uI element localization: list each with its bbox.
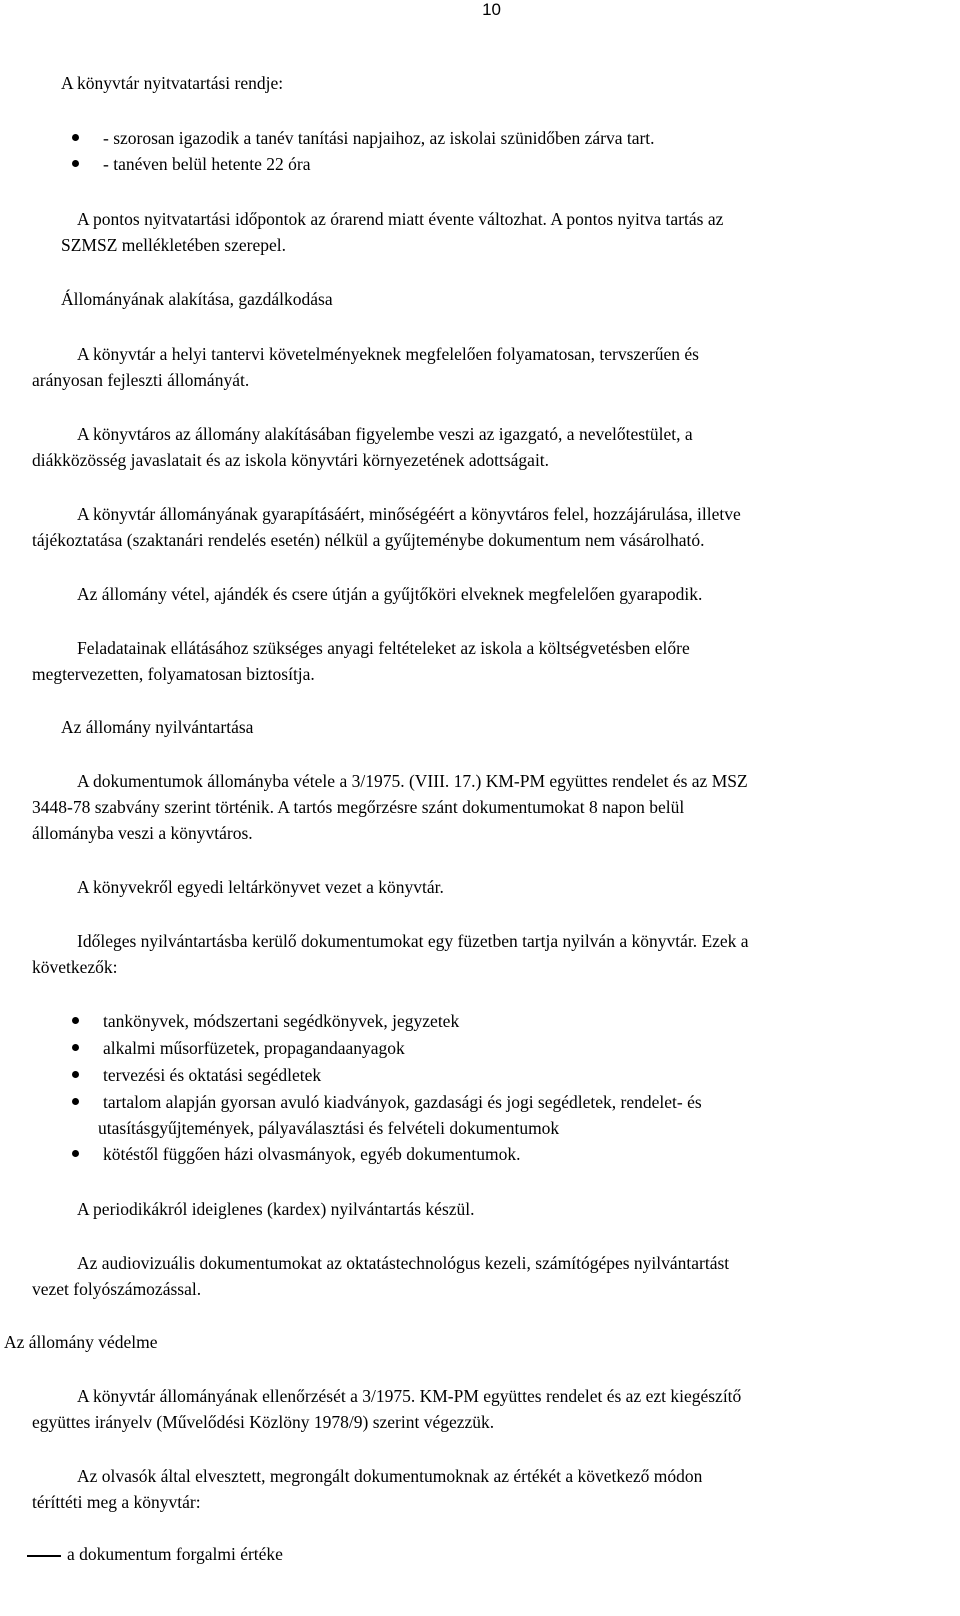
list-item: a dokumentum forgalmi értéke xyxy=(67,1544,283,1564)
paragraph-line: A könyvtár állományának ellenőrzését a 3/1975. KM-PM együttes rendelet és az ezt kiegészítő xyxy=(77,1386,742,1406)
heading-opening-hours: A könyvtár nyitvatartási rendje: xyxy=(61,73,284,93)
paragraph-line: arányosan fejleszti állományát. xyxy=(32,370,250,390)
bullet-icon xyxy=(72,160,79,167)
paragraph-line: A könyvtáros az állomány alakításában figyelembe veszi az igazgató, a nevelőtestület, a xyxy=(77,424,693,444)
list-item: tartalom alapján gyorsan avuló kiadványok, gazdasági és jogi segédletek, rendelet- és xyxy=(103,1092,702,1112)
bullet-icon xyxy=(72,1071,79,1078)
paragraph-line: következők: xyxy=(32,957,118,977)
paragraph-line: 3448-78 szabvány szerint történik. A tartós megőrzésre szánt dokumentumokat 8 napon belül xyxy=(32,797,685,817)
paragraph-line: SZMSZ mellékletében szerepel. xyxy=(61,235,286,255)
paragraph-line: Időleges nyilvántartásba kerülő dokumentumokat egy füzetben tartja nyilván a könyvtár. Ezek a xyxy=(77,931,749,951)
list-item: alkalmi műsorfüzetek, propagandaanyagok xyxy=(103,1038,405,1058)
list-item: - szorosan igazodik a tanév tanítási napjaihoz, az iskolai szünidőben zárva tart. xyxy=(103,128,655,148)
paragraph-line: diákközösség javaslatait és az iskola könyvtári környezetének adottságait. xyxy=(32,450,550,470)
paragraph-line: megtervezetten, folyamatosan biztosítja. xyxy=(32,664,315,684)
paragraph-line: A pontos nyitvatartási időpontok az órarend miatt évente változhat. A pontos nyitva tartás az xyxy=(77,209,724,229)
section-heading-acquisition: Állományának alakítása, gazdálkodása xyxy=(61,289,333,309)
list-item-continuation: utasításgyűjtemények, pályaválasztási és felvételi dokumentumok xyxy=(98,1118,560,1138)
list-item: tankönyvek, módszertani segédkönyvek, jegyzetek xyxy=(103,1011,460,1031)
paragraph-line: vezet folyószámozással. xyxy=(32,1279,202,1299)
paragraph-line: Az olvasók által elvesztett, megrongált dokumentumoknak az értékét a következő módon xyxy=(77,1466,703,1486)
paragraph-line: A könyvtár állományának gyarapításáért, minőségéért a könyvtáros felel, hozzájárulása, illetve xyxy=(77,504,741,524)
bullet-icon xyxy=(72,134,79,141)
dash-bullet-icon xyxy=(27,1555,61,1557)
paragraph-line: A periodikákról ideiglenes (kardex) nyilvántartás készül. xyxy=(77,1199,475,1219)
bullet-icon xyxy=(72,1150,79,1157)
paragraph-line: Az állomány vétel, ajándék és csere útján a gyűjtőköri elveknek megfelelően gyarapodik. xyxy=(77,584,703,604)
list-item: - tanéven belül hetente 22 óra xyxy=(103,154,311,174)
paragraph-line: A könyvekről egyedi leltárkönyvet vezet a könyvtár. xyxy=(77,877,444,897)
paragraph-line: együttes irányelv (Művelődési Közlöny 1978/9) szerint végezzük. xyxy=(32,1412,495,1432)
paragraph-line: Feladatainak ellátásához szükséges anyagi feltételeket az iskola a költségvetésben előre xyxy=(77,638,690,658)
paragraph-line: A dokumentumok állományba vétele a 3/1975. (VIII. 17.) KM-PM együttes rendelet és az MSZ xyxy=(77,771,748,791)
bullet-icon xyxy=(72,1017,79,1024)
paragraph-line: tájékoztatása (szaktanári rendelés esetén) nélkül a gyűjteménybe dokumentum nem vásárolható. xyxy=(32,530,705,550)
paragraph-line: Az audiovizuális dokumentumokat az oktatástechnológus kezeli, számítógépes nyilvántartást xyxy=(77,1253,730,1273)
bullet-icon xyxy=(72,1098,79,1105)
list-item: tervezési és oktatási segédletek xyxy=(103,1065,322,1085)
paragraph-line: állományba veszi a könyvtáros. xyxy=(32,823,253,843)
paragraph-line: téríttéti meg a könyvtár: xyxy=(32,1492,201,1512)
section-heading-protection: Az állomány védelme xyxy=(4,1332,158,1352)
list-item: kötéstől függően házi olvasmányok, egyéb dokumentumok. xyxy=(103,1144,521,1164)
section-heading-registry: Az állomány nyilvántartása xyxy=(61,717,254,737)
paragraph-line: A könyvtár a helyi tantervi követelményeknek megfelelően folyamatosan, tervszerűen és xyxy=(77,344,699,364)
bullet-icon xyxy=(72,1044,79,1051)
page-number: 10 xyxy=(482,0,501,19)
